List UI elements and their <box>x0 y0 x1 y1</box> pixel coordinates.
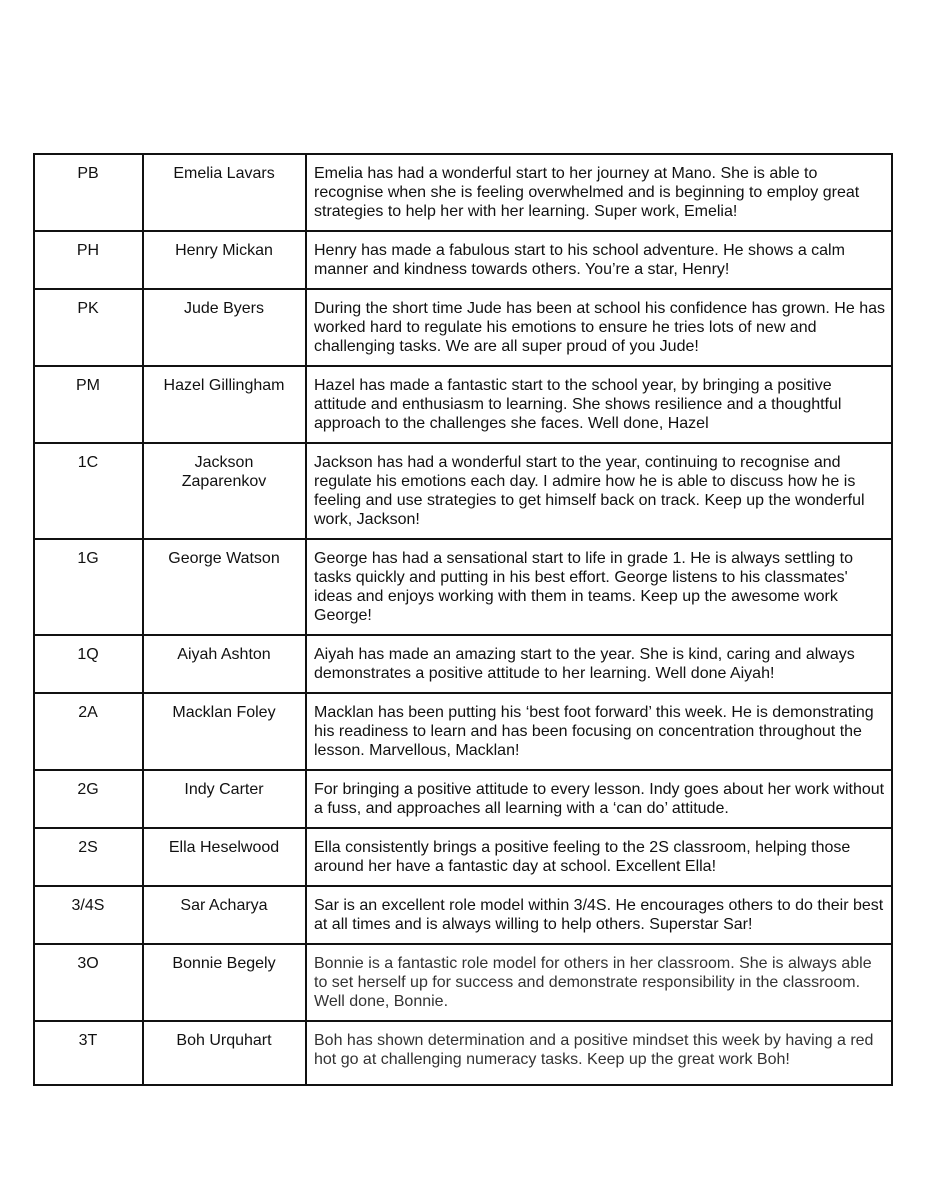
awards-table <box>33 153 893 1086</box>
student-name-cell: Jude Byers <box>143 289 306 366</box>
comment-cell: Hazel has made a fantastic start to the school year, by bringing a positive attitude and enthusiasm to learning. She shows resilience and a thoughtful approach to the challenges she faces. Well done, Hazel <box>306 366 892 443</box>
table-row <box>34 443 892 539</box>
comment-cell: Macklan has been putting his ‘best foot forward’ this week. He is demonstrating his readiness to learn and has been focusing on concentration throughout the lesson. Marvellous, Macklan! <box>306 693 892 770</box>
comment-cell: Boh has shown determination and a positive mindset this week by having a red hot go at challenging numeracy tasks. Keep up the great work Boh! <box>306 1021 892 1085</box>
table-row <box>34 635 892 693</box>
class-cell: PM <box>34 366 143 443</box>
table-row <box>34 770 892 828</box>
student-name-cell: Sar Acharya <box>143 886 306 944</box>
class-cell: PB <box>34 154 143 231</box>
comment-cell: Ella consistently brings a positive feeling to the 2S classroom, helping those around her have a fantastic day at school. Excellent Ella! <box>306 828 892 886</box>
table-row <box>34 154 892 231</box>
table-row <box>34 366 892 443</box>
comment-cell: Jackson has had a wonderful start to the year, continuing to recognise and regulate his emotions each day. I admire how he is able to discuss how he is feeling and use strategies to get himself back on track. Keep up the wonderful work, Jackson! <box>306 443 892 539</box>
class-cell: 1Q <box>34 635 143 693</box>
student-name-cell: Henry Mickan <box>143 231 306 289</box>
comment-cell: Henry has made a fabulous start to his school adventure. He shows a calm manner and kindness towards others. You’re a star, Henry! <box>306 231 892 289</box>
comment-cell: Bonnie is a fantastic role model for others in her classroom. She is always able to set herself up for success and demonstrate responsibility in the classroom. Well done, Bonnie. <box>306 944 892 1021</box>
student-name-cell: Aiyah Ashton <box>143 635 306 693</box>
table-row <box>34 289 892 366</box>
comment-cell: For bringing a positive attitude to every lesson. Indy goes about her work without a fuss, and approaches all learning with a ‘can do’ attitude. <box>306 770 892 828</box>
table-row <box>34 828 892 886</box>
class-cell: 2G <box>34 770 143 828</box>
student-name-cell: Bonnie Begely <box>143 944 306 1021</box>
table-row <box>34 693 892 770</box>
class-cell: 3T <box>34 1021 143 1085</box>
class-cell: 2S <box>34 828 143 886</box>
comment-cell: Emelia has had a wonderful start to her journey at Mano. She is able to recognise when she is feeling overwhelmed and is beginning to employ great strategies to help her with her learning. Super work, Emelia! <box>306 154 892 231</box>
table-row <box>34 231 892 289</box>
student-name-cell: George Watson <box>143 539 306 635</box>
class-cell: PH <box>34 231 143 289</box>
student-name-cell: Indy Carter <box>143 770 306 828</box>
table-row <box>34 944 892 1021</box>
class-cell: 3O <box>34 944 143 1021</box>
class-cell: 2A <box>34 693 143 770</box>
student-name-cell: Macklan Foley <box>143 693 306 770</box>
comment-cell: Aiyah has made an amazing start to the year. She is kind, caring and always demonstrates a positive attitude to her learning. Well done Aiyah! <box>306 635 892 693</box>
class-cell: PK <box>34 289 143 366</box>
table-row <box>34 1021 892 1085</box>
comment-cell: Sar is an excellent role model within 3/4S. He encourages others to do their best at all times and is always willing to help others. Superstar Sar! <box>306 886 892 944</box>
class-cell: 1C <box>34 443 143 539</box>
comment-cell: During the short time Jude has been at school his confidence has grown. He has worked hard to regulate his emotions to ensure he tries lots of new and challenging tasks. We are all super proud of you Jude! <box>306 289 892 366</box>
student-name-cell: Emelia Lavars <box>143 154 306 231</box>
student-name-cell: Ella Heselwood <box>143 828 306 886</box>
student-name-cell: Hazel Gillingham <box>143 366 306 443</box>
student-name-cell: Jackson Zaparenkov <box>143 443 306 539</box>
comment-cell: George has had a sensational start to life in grade 1. He is always settling to tasks quickly and putting in his best effort. George listens to his classmates' ideas and enjoys working with them in teams. Keep up the awesome work George! <box>306 539 892 635</box>
table-row <box>34 539 892 635</box>
student-name-cell: Boh Urquhart <box>143 1021 306 1085</box>
class-cell: 1G <box>34 539 143 635</box>
class-cell: 3/4S <box>34 886 143 944</box>
awards-table-container <box>33 153 893 1086</box>
table-row <box>34 886 892 944</box>
